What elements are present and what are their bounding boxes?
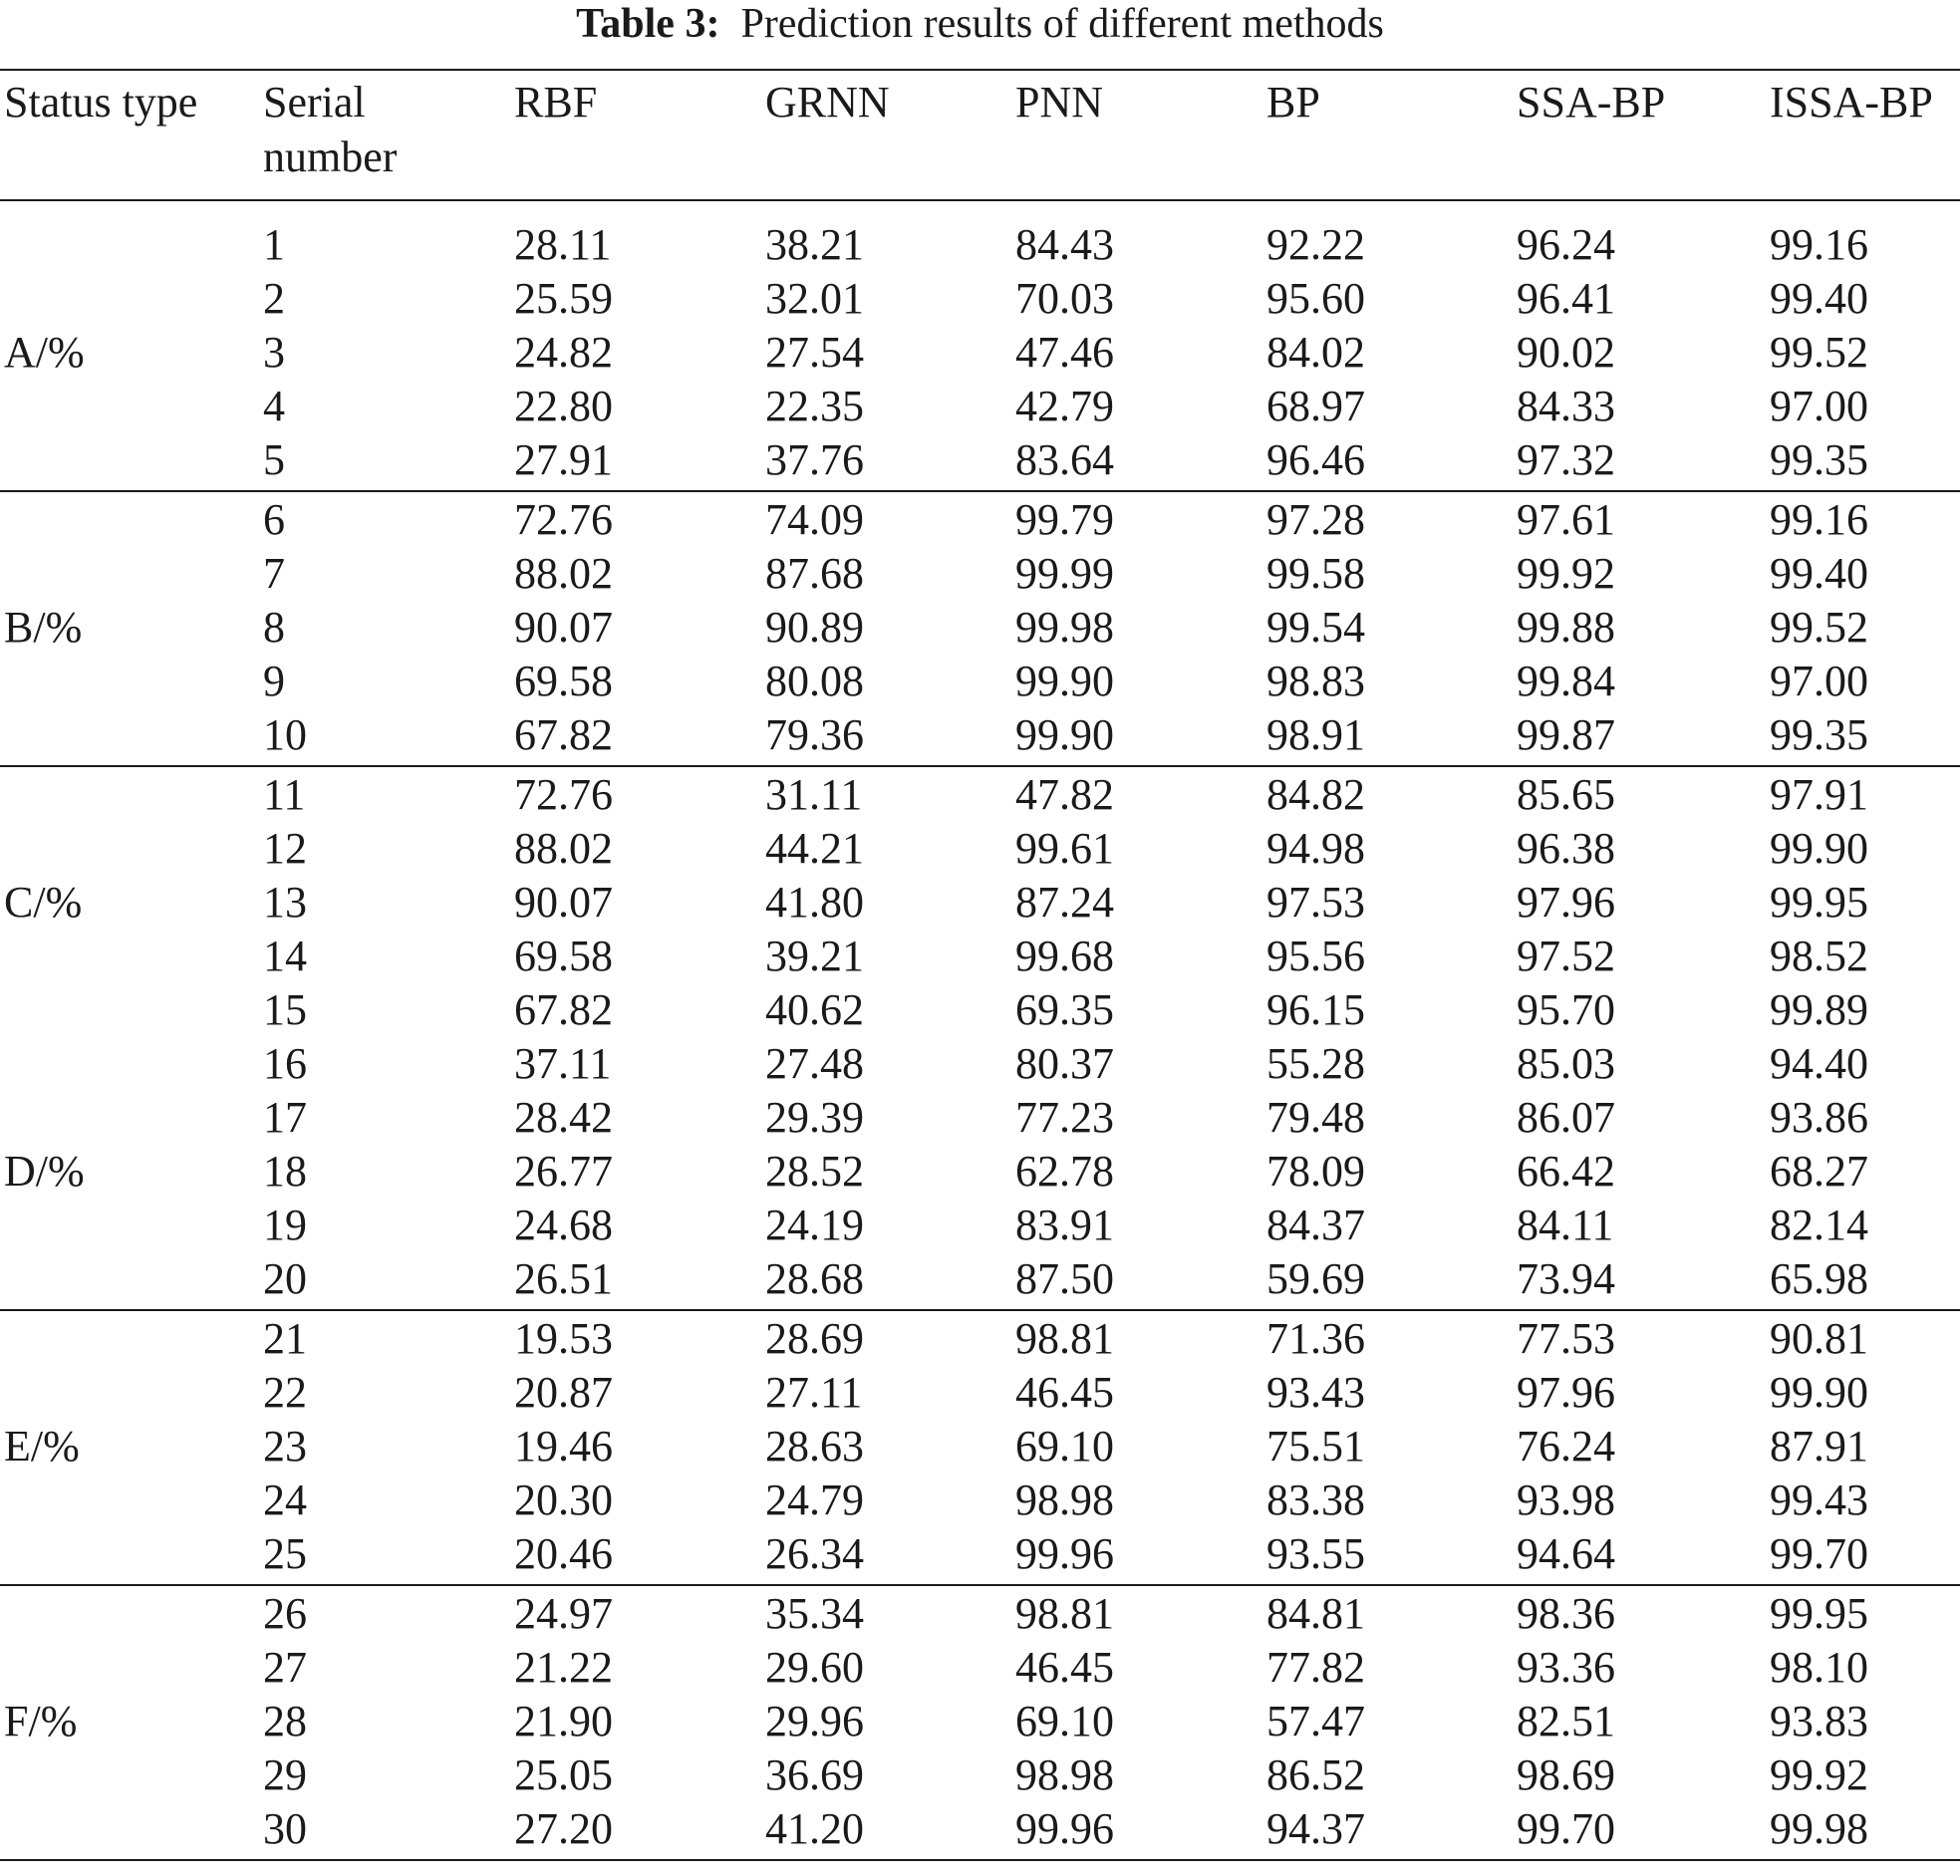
top-rule <box>0 69 1960 71</box>
serial-number-cell: 18 <box>263 1147 307 1196</box>
table-cell: 99.52 <box>1770 603 1868 652</box>
table-cell: 95.70 <box>1517 985 1615 1034</box>
table-cell: 93.36 <box>1517 1643 1615 1692</box>
table-cell: 79.36 <box>765 710 864 759</box>
table-cell: 94.37 <box>1266 1804 1365 1853</box>
table-cell: 26.34 <box>765 1529 864 1578</box>
table-cell: 93.98 <box>1517 1475 1615 1524</box>
table-cell: 73.94 <box>1517 1254 1615 1303</box>
status-type-label: C/% <box>4 878 83 927</box>
table-cell: 85.65 <box>1517 770 1615 819</box>
serial-number-cell: 11 <box>263 770 306 819</box>
table-cell: 42.79 <box>1015 382 1114 430</box>
table-cell: 59.69 <box>1266 1254 1365 1303</box>
group-divider <box>0 765 1960 767</box>
table-cell: 47.46 <box>1015 328 1114 377</box>
serial-number-cell: 29 <box>263 1750 307 1799</box>
column-header-status-type: Status type <box>4 78 198 127</box>
table-cell: 27.20 <box>514 1804 613 1853</box>
table-cell: 28.68 <box>765 1254 864 1303</box>
table-cell: 98.83 <box>1266 657 1365 705</box>
serial-number-cell: 27 <box>263 1643 307 1692</box>
table-cell: 80.08 <box>765 657 864 705</box>
table-cell: 99.52 <box>1770 328 1868 377</box>
header-rule <box>0 199 1960 201</box>
table-cell: 25.59 <box>514 274 613 323</box>
table-cell: 65.98 <box>1770 1254 1868 1303</box>
table-cell: 87.91 <box>1770 1422 1868 1471</box>
table-cell: 27.91 <box>514 435 613 484</box>
table-cell: 69.10 <box>1015 1697 1114 1745</box>
serial-number-cell: 28 <box>263 1697 307 1745</box>
table-cell: 87.68 <box>765 549 864 598</box>
table-cell: 97.91 <box>1770 770 1868 819</box>
table-cell: 88.02 <box>514 824 613 873</box>
table-cell: 87.24 <box>1015 878 1114 927</box>
table-cell: 21.90 <box>514 1697 613 1745</box>
table-cell: 99.35 <box>1770 435 1868 484</box>
table-cell: 99.96 <box>1015 1804 1114 1853</box>
table-cell: 98.98 <box>1015 1475 1114 1524</box>
table-cell: 88.02 <box>514 549 613 598</box>
table-cell: 41.20 <box>765 1804 864 1853</box>
table-cell: 68.97 <box>1266 382 1365 430</box>
table-cell: 99.35 <box>1770 710 1868 759</box>
table-cell: 32.01 <box>765 274 864 323</box>
table-cell: 29.39 <box>765 1093 864 1142</box>
table-cell: 35.34 <box>765 1589 864 1638</box>
table-cell: 29.96 <box>765 1697 864 1745</box>
serial-number-cell: 21 <box>263 1314 307 1363</box>
table-cell: 99.90 <box>1770 824 1868 873</box>
table-cell: 76.24 <box>1517 1422 1615 1471</box>
table-cell: 75.51 <box>1266 1422 1365 1471</box>
table-cell: 28.11 <box>514 220 612 269</box>
serial-number-cell: 25 <box>263 1529 307 1578</box>
table-cell: 82.51 <box>1517 1697 1615 1745</box>
table-cell: 20.46 <box>514 1529 613 1578</box>
table-cell: 93.86 <box>1770 1093 1868 1142</box>
table-cell: 99.54 <box>1266 603 1365 652</box>
table-cell: 67.82 <box>514 985 613 1034</box>
table-cell: 26.77 <box>514 1147 613 1196</box>
table-cell: 97.96 <box>1517 1368 1615 1417</box>
table-cell: 68.27 <box>1770 1147 1868 1196</box>
table-cell: 98.69 <box>1517 1750 1615 1799</box>
table-cell: 99.96 <box>1015 1529 1114 1578</box>
serial-number-cell: 24 <box>263 1475 307 1524</box>
table-cell: 99.98 <box>1015 603 1114 652</box>
table-cell: 93.55 <box>1266 1529 1365 1578</box>
status-type-label: F/% <box>4 1697 78 1745</box>
table-cell: 31.11 <box>765 770 863 819</box>
serial-number-cell: 23 <box>263 1422 307 1471</box>
table-cell: 99.92 <box>1517 549 1615 598</box>
table-cell: 57.47 <box>1266 1697 1365 1745</box>
table-cell: 79.48 <box>1266 1093 1365 1142</box>
table-cell: 27.54 <box>765 328 864 377</box>
table-cell: 98.81 <box>1015 1314 1114 1363</box>
table-cell: 99.98 <box>1770 1804 1868 1853</box>
table-cell: 99.87 <box>1517 710 1615 759</box>
table-cell: 99.68 <box>1015 932 1114 980</box>
table-cell: 97.52 <box>1517 932 1615 980</box>
table-cell: 90.02 <box>1517 328 1615 377</box>
table-cell: 84.82 <box>1266 770 1365 819</box>
table-cell: 99.95 <box>1770 1589 1868 1638</box>
serial-number-cell: 13 <box>263 878 307 927</box>
table-cell: 95.56 <box>1266 932 1365 980</box>
table-cell: 22.80 <box>514 382 613 430</box>
column-header-bp: BP <box>1266 78 1320 127</box>
table-cell: 96.46 <box>1266 435 1365 484</box>
table-cell: 37.76 <box>765 435 864 484</box>
table-cell: 55.28 <box>1266 1039 1365 1088</box>
table-cell: 98.36 <box>1517 1589 1615 1638</box>
table-cell: 36.69 <box>765 1750 864 1799</box>
column-header-issa-bp: ISSA-BP <box>1770 78 1933 127</box>
table-cell: 28.52 <box>765 1147 864 1196</box>
serial-number-cell: 1 <box>263 220 285 269</box>
table-cell: 62.78 <box>1015 1147 1114 1196</box>
column-header-rbf: RBF <box>514 78 598 127</box>
serial-number-cell: 8 <box>263 603 285 652</box>
table-cell: 98.98 <box>1015 1750 1114 1799</box>
serial-number-cell: 19 <box>263 1201 307 1249</box>
column-header-ssa-bp: SSA-BP <box>1517 78 1666 127</box>
table-cell: 94.98 <box>1266 824 1365 873</box>
column-header-pnn: PNN <box>1015 78 1104 127</box>
table-cell: 44.21 <box>765 824 864 873</box>
table-cell: 27.48 <box>765 1039 864 1088</box>
serial-number-cell: 30 <box>263 1804 307 1853</box>
table-cell: 47.82 <box>1015 770 1114 819</box>
table-cell: 24.82 <box>514 328 613 377</box>
table-cell: 97.61 <box>1517 495 1615 544</box>
table-cell: 66.42 <box>1517 1147 1615 1196</box>
table-cell: 99.84 <box>1517 657 1615 705</box>
serial-number-cell: 7 <box>263 549 285 598</box>
table-cell: 77.23 <box>1015 1093 1114 1142</box>
table-cell: 41.80 <box>765 878 864 927</box>
table-cell: 19.46 <box>514 1422 613 1471</box>
table-cell: 39.21 <box>765 932 864 980</box>
table-cell: 84.37 <box>1266 1201 1365 1249</box>
table-cell: 96.38 <box>1517 824 1615 873</box>
table-cell: 84.02 <box>1266 328 1365 377</box>
table-cell: 77.82 <box>1266 1643 1365 1692</box>
table-cell: 90.07 <box>514 878 613 927</box>
table-cell: 99.70 <box>1517 1804 1615 1853</box>
table-cell: 69.35 <box>1015 985 1114 1034</box>
serial-number-cell: 20 <box>263 1254 307 1303</box>
table-cell: 72.76 <box>514 770 613 819</box>
table-cell: 86.07 <box>1517 1093 1615 1142</box>
table-cell: 99.99 <box>1015 549 1114 598</box>
table-cell: 78.09 <box>1266 1147 1365 1196</box>
table-cell: 99.92 <box>1770 1750 1868 1799</box>
serial-number-cell: 14 <box>263 932 307 980</box>
table-cell: 99.90 <box>1015 657 1114 705</box>
table-cell: 90.81 <box>1770 1314 1868 1363</box>
serial-number-cell: 12 <box>263 824 307 873</box>
status-type-label: E/% <box>4 1422 80 1471</box>
table-cell: 37.11 <box>514 1039 612 1088</box>
table-cell: 95.60 <box>1266 274 1365 323</box>
column-header-grnn: GRNN <box>765 78 890 127</box>
table-cell: 26.51 <box>514 1254 613 1303</box>
table-cell: 96.24 <box>1517 220 1615 269</box>
bottom-rule <box>0 1859 1960 1861</box>
group-divider <box>0 1584 1960 1586</box>
status-type-label: A/% <box>4 328 85 377</box>
table-cell: 70.03 <box>1015 274 1114 323</box>
table-cell: 21.22 <box>514 1643 613 1692</box>
table-cell: 27.11 <box>765 1368 863 1417</box>
table-cell: 20.30 <box>514 1475 613 1524</box>
table-cell: 74.09 <box>765 495 864 544</box>
table-cell: 97.32 <box>1517 435 1615 484</box>
table-cell: 99.79 <box>1015 495 1114 544</box>
table-cell: 83.91 <box>1015 1201 1114 1249</box>
table-cell: 97.53 <box>1266 878 1365 927</box>
serial-number-cell: 15 <box>263 985 307 1034</box>
table-cell: 77.53 <box>1517 1314 1615 1363</box>
table-cell: 82.14 <box>1770 1201 1868 1249</box>
table-cell: 99.70 <box>1770 1529 1868 1578</box>
serial-number-cell: 5 <box>263 435 285 484</box>
table-cell: 87.50 <box>1015 1254 1114 1303</box>
table-cell: 90.89 <box>765 603 864 652</box>
table-caption <box>0 0 1960 48</box>
table-cell: 72.76 <box>514 495 613 544</box>
serial-number-cell: 6 <box>263 495 285 544</box>
serial-number-cell: 26 <box>263 1589 307 1638</box>
table-cell: 97.00 <box>1770 657 1868 705</box>
table-cell: 99.88 <box>1517 603 1615 652</box>
serial-number-cell: 3 <box>263 328 285 377</box>
table-cell: 40.62 <box>765 985 864 1034</box>
table-cell: 96.15 <box>1266 985 1365 1034</box>
table-cell: 20.87 <box>514 1368 613 1417</box>
group-divider <box>0 1309 1960 1311</box>
table-cell: 84.81 <box>1266 1589 1365 1638</box>
table-cell: 97.96 <box>1517 878 1615 927</box>
table-cell: 83.38 <box>1266 1475 1365 1524</box>
table-cell: 84.11 <box>1517 1201 1614 1249</box>
serial-number-cell: 9 <box>263 657 285 705</box>
caption-label: Table 3: <box>576 1 720 47</box>
group-divider <box>0 490 1960 492</box>
table-cell: 99.40 <box>1770 549 1868 598</box>
table-cell: 24.79 <box>765 1475 864 1524</box>
table-cell: 24.19 <box>765 1201 864 1249</box>
table-cell: 99.95 <box>1770 878 1868 927</box>
table-cell: 24.68 <box>514 1201 613 1249</box>
table-cell: 96.41 <box>1517 274 1615 323</box>
table-cell: 84.43 <box>1015 220 1114 269</box>
table-cell: 99.43 <box>1770 1475 1868 1524</box>
table-cell: 71.36 <box>1266 1314 1365 1363</box>
table-cell: 24.97 <box>514 1589 613 1638</box>
table-cell: 98.91 <box>1266 710 1365 759</box>
table-cell: 25.05 <box>514 1750 613 1799</box>
table-cell: 99.16 <box>1770 495 1868 544</box>
table-cell: 46.45 <box>1015 1643 1114 1692</box>
table-cell: 22.35 <box>765 382 864 430</box>
table-cell: 84.33 <box>1517 382 1615 430</box>
table-cell: 93.83 <box>1770 1697 1868 1745</box>
serial-number-cell: 16 <box>263 1039 307 1088</box>
table-cell: 69.58 <box>514 657 613 705</box>
column-header-serial: Serial number <box>263 78 398 181</box>
status-type-label: D/% <box>4 1147 85 1196</box>
table-cell: 98.10 <box>1770 1643 1868 1692</box>
table-cell: 99.40 <box>1770 274 1868 323</box>
serial-number-cell: 22 <box>263 1368 307 1417</box>
table-cell: 99.58 <box>1266 549 1365 598</box>
table-cell: 46.45 <box>1015 1368 1114 1417</box>
table-cell: 67.82 <box>514 710 613 759</box>
table-cell: 99.16 <box>1770 220 1868 269</box>
table-cell: 85.03 <box>1517 1039 1615 1088</box>
table-cell: 83.64 <box>1015 435 1114 484</box>
table-cell: 99.90 <box>1015 710 1114 759</box>
serial-number-cell: 4 <box>263 382 285 430</box>
table-cell: 98.52 <box>1770 932 1868 980</box>
table-cell: 19.53 <box>514 1314 613 1363</box>
table-cell: 38.21 <box>765 220 864 269</box>
serial-number-cell: 17 <box>263 1093 307 1142</box>
table-cell: 93.43 <box>1266 1368 1365 1417</box>
serial-number-cell: 10 <box>263 710 307 759</box>
table-cell: 69.58 <box>514 932 613 980</box>
table-cell: 28.42 <box>514 1093 613 1142</box>
table-cell: 94.64 <box>1517 1529 1615 1578</box>
table-cell: 94.40 <box>1770 1039 1868 1088</box>
table-cell: 69.10 <box>1015 1422 1114 1471</box>
table-cell: 29.60 <box>765 1643 864 1692</box>
table-cell: 99.90 <box>1770 1368 1868 1417</box>
table-cell: 86.52 <box>1266 1750 1365 1799</box>
status-type-label: B/% <box>4 603 83 652</box>
table-cell: 99.89 <box>1770 985 1868 1034</box>
table-cell: 28.69 <box>765 1314 864 1363</box>
serial-number-cell: 2 <box>263 274 285 323</box>
table-cell: 28.63 <box>765 1422 864 1471</box>
table-cell: 80.37 <box>1015 1039 1114 1088</box>
table-cell: 97.28 <box>1266 495 1365 544</box>
table-cell: 90.07 <box>514 603 613 652</box>
table-cell: 92.22 <box>1266 220 1365 269</box>
table-cell: 97.00 <box>1770 382 1868 430</box>
table-cell: 99.61 <box>1015 824 1114 873</box>
caption-text: Prediction results of different methods <box>740 1 1384 47</box>
table-cell: 98.81 <box>1015 1589 1114 1638</box>
